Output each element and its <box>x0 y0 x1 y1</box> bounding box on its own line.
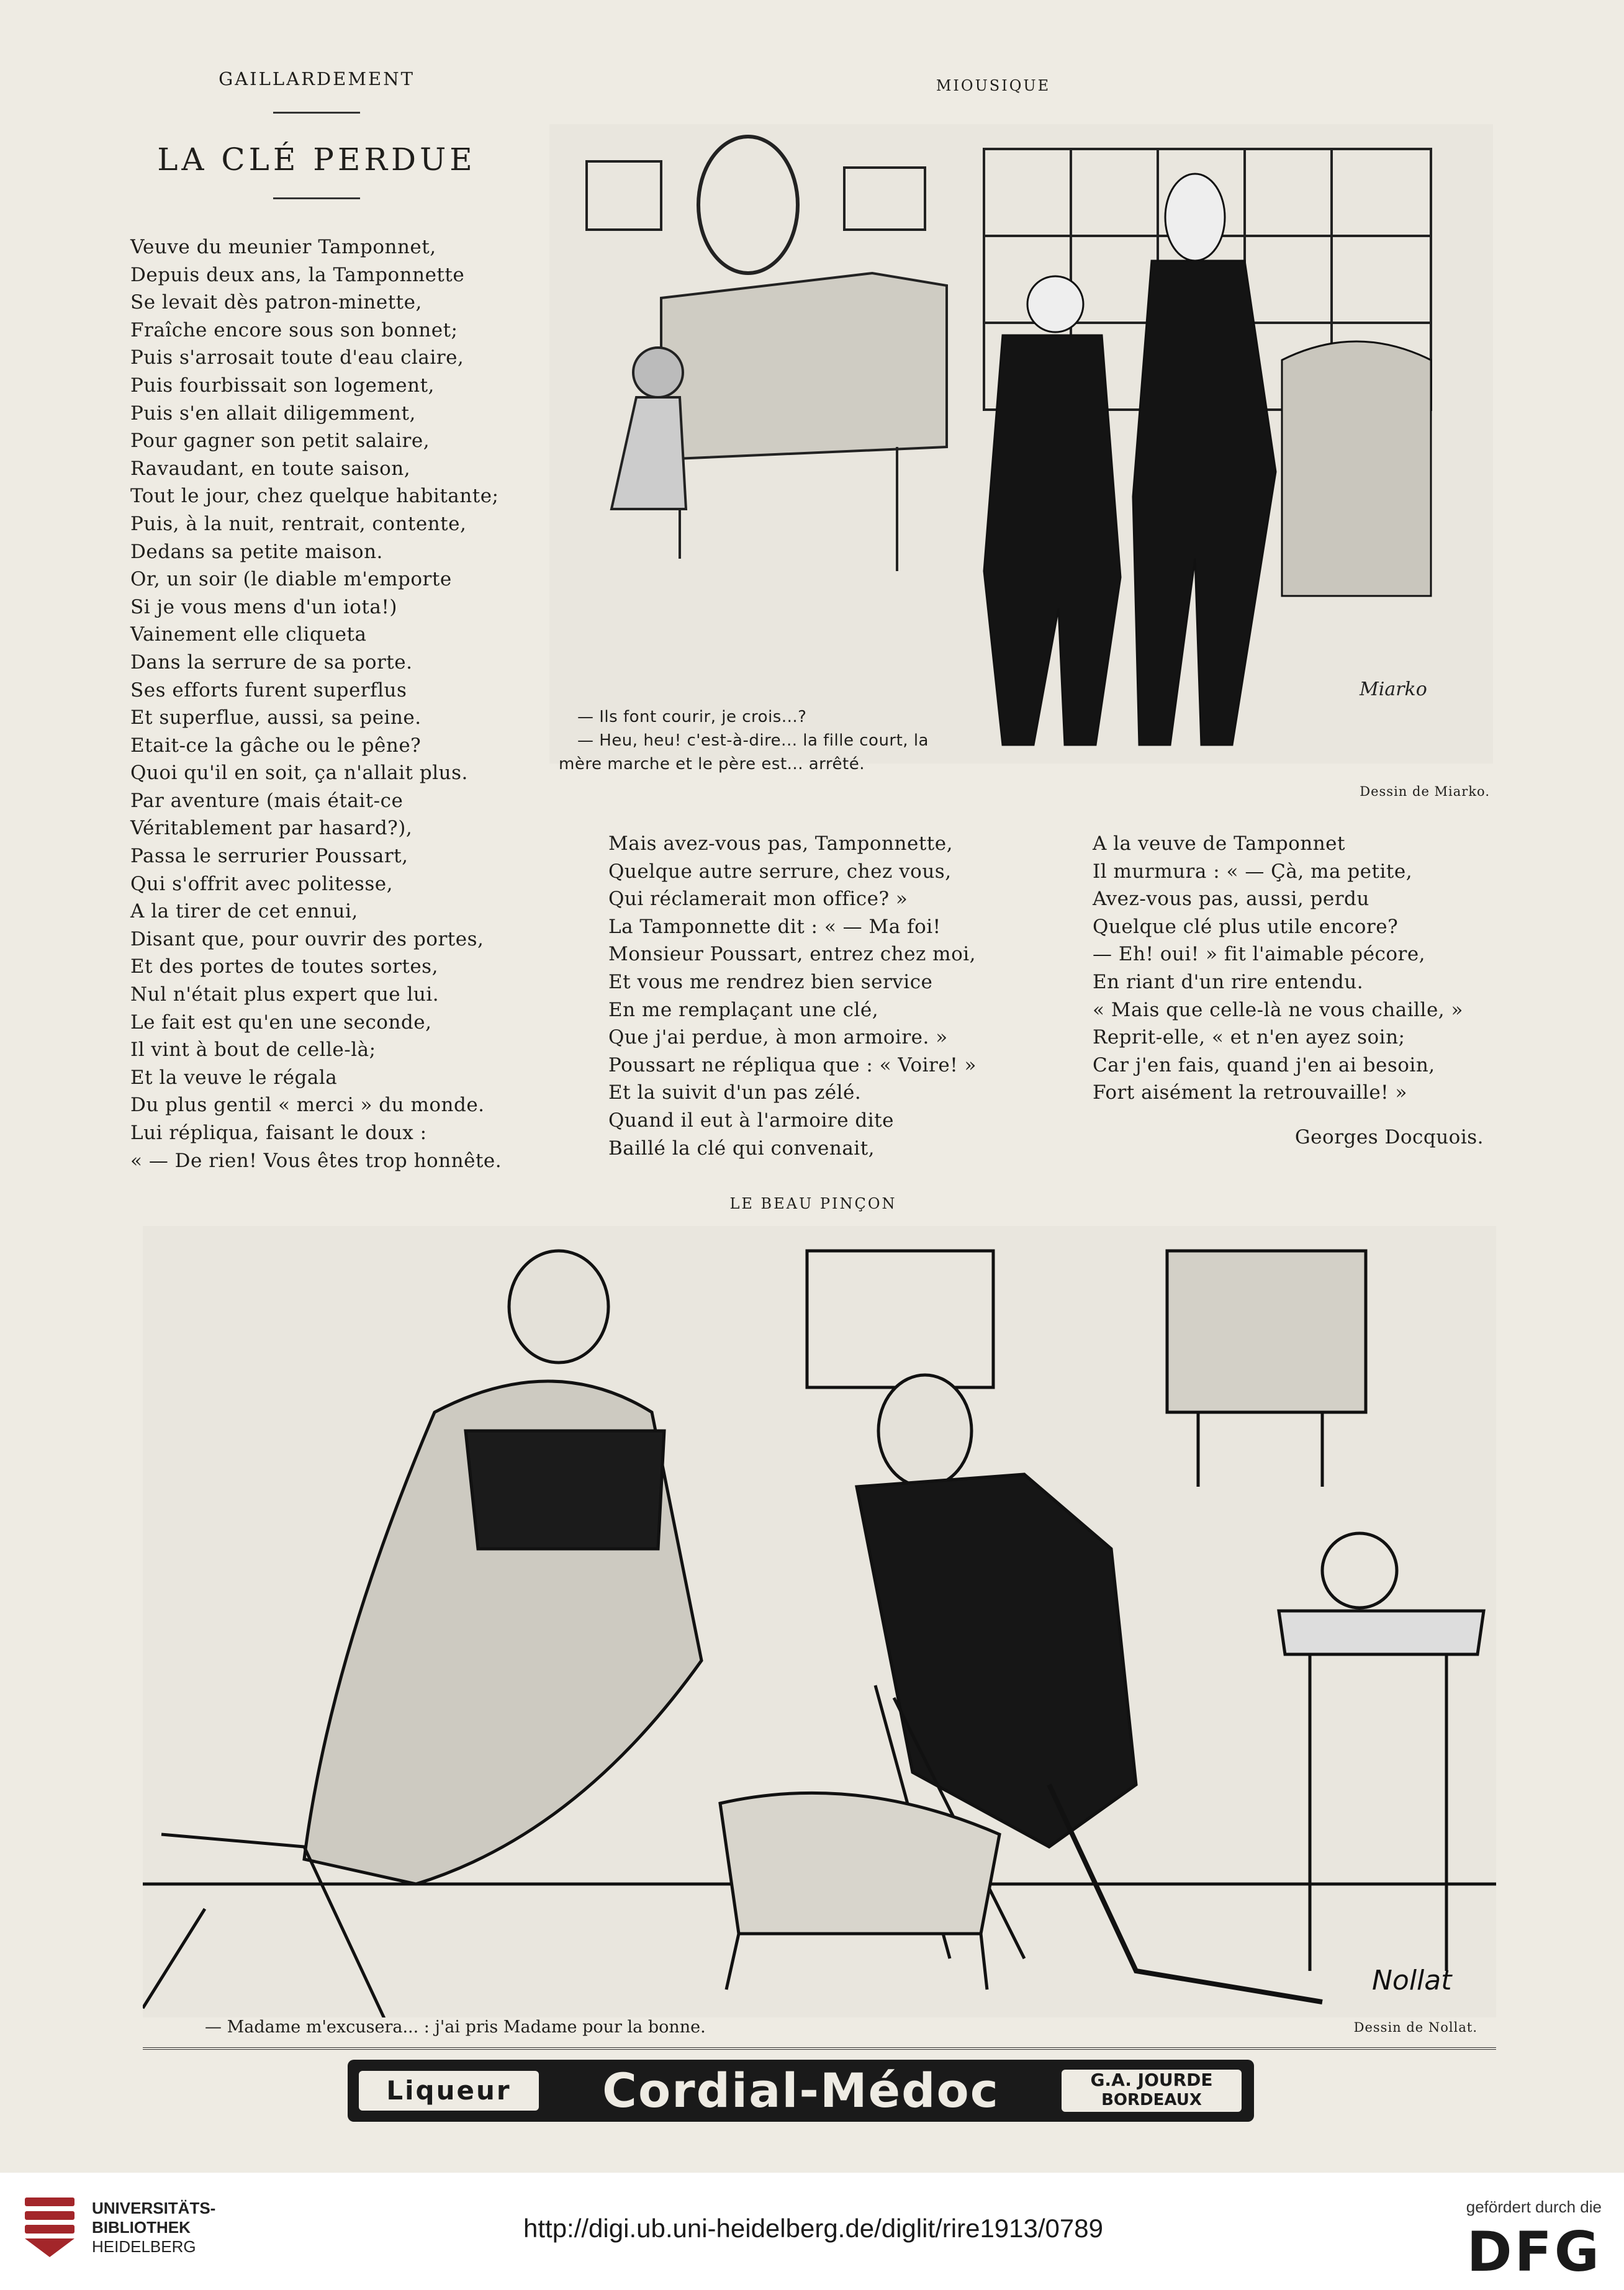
section-heading: GAILLARDEMENT <box>219 68 415 89</box>
poem-author: Georges Docquois. <box>1294 1126 1484 1148</box>
caption-line: — Heu, heu! c'est-à-dire... la fille court, la <box>577 731 929 750</box>
advert-maker <box>1062 2070 1242 2112</box>
poem-line: Poussart ne répliqua que : « Voire! » <box>608 1053 977 1076</box>
poem-line: — Eh! oui! » fit l'aimable pécore, <box>1093 943 1426 966</box>
dfg-logo: DFG <box>1466 2220 1602 2284</box>
advert-maker-city: BORDEAUX <box>1101 2091 1202 2109</box>
poem-line: Il vint à bout de celle-là; <box>130 1039 376 1062</box>
poem-line: Qui s'offrit avec politesse, <box>130 872 393 895</box>
poem-line: Veuve du meunier Tamponnet, <box>130 236 436 258</box>
poem-line: Fraîche encore sous son bonnet; <box>130 318 458 341</box>
poem-line: Que j'ai perdue, à mon armoire. » <box>608 1026 948 1049</box>
poem-column-1 <box>130 233 565 1174</box>
library-line: UNIVERSITÄTS- <box>92 2199 216 2217</box>
poem-line: Puis, à la nuit, rentrait, contente, <box>130 512 467 535</box>
library-line: HEIDELBERG <box>92 2237 196 2256</box>
poem-line: Qui réclamerait mon office? » <box>608 888 908 911</box>
poem-line: Et vous me rendrez bien service <box>608 970 933 993</box>
poem-line: En riant d'un rire entendu. <box>1093 970 1364 993</box>
poem-line: Lui répliqua, faisant le doux : <box>130 1122 427 1144</box>
poem-line: Monsieur Poussart, entrez chez moi, <box>608 943 976 966</box>
liqueur-advert <box>348 2060 1254 2122</box>
poem-line: Baillé la clé qui convenait, <box>608 1137 875 1160</box>
cartoon2-signature: Nollat <box>1372 1965 1452 1996</box>
advert-top-rule <box>143 2047 1496 2050</box>
cartoon1-signature: Miarko <box>1360 678 1427 700</box>
poem-line: Puis s'en allait diligemment, <box>130 402 416 425</box>
poem-title: LA CLÉ PERDUE <box>157 142 476 178</box>
poem-line: Puis fourbissait son logement, <box>130 374 435 397</box>
poem-line: Se levait dès patron-minette, <box>130 291 422 314</box>
poem-line: Avez-vous pas, aussi, perdu <box>1093 888 1369 911</box>
poem-line: Puis s'arrosait toute d'eau claire, <box>130 346 464 369</box>
poem-line: Or, un soir (le diable m'emporte <box>130 568 452 591</box>
poem-line: Car j'en fais, quand j'en ai besoin, <box>1093 1053 1435 1076</box>
cartoon1-heading: MIOUSIQUE <box>936 77 1051 94</box>
poem-line: Et superflue, aussi, sa peine. <box>130 706 422 729</box>
poem-line: Ravaudant, en toute saison, <box>130 457 411 480</box>
poem-line: Pour gagner son petit salaire, <box>130 430 430 453</box>
poem-line: Dans la serrure de sa porte. <box>130 651 413 674</box>
poem-line: Et la veuve le régala <box>130 1066 338 1089</box>
poem-line: Du plus gentil « merci » du monde. <box>130 1094 485 1117</box>
poem-line: A la tirer de cet ennui, <box>130 900 358 923</box>
poem-line: Tout le jour, chez quelque habitante; <box>130 485 499 508</box>
poem-line: « Mais que celle-là ne vous chaille, » <box>1093 998 1463 1021</box>
caption-line: mère marche et le père est... arrêté. <box>559 755 865 773</box>
poem-line: Quoi qu'il en soit, ça n'allait plus. <box>130 762 468 785</box>
poem-line: Nul n'était plus expert que lui. <box>130 983 440 1006</box>
poem-line: Quelque clé plus utile encore? <box>1093 915 1399 938</box>
poem-line: Véritablement par hasard?), <box>130 817 413 840</box>
poem-line: En me remplaçant une clé, <box>608 998 879 1021</box>
cartoon2-caption: — Madame m'excusera... : j'ai pris Madame pour la bonne. <box>205 2017 706 2037</box>
poem-line: La Tamponnette dit : « — Ma foi! <box>608 915 941 938</box>
library-name <box>92 2199 278 2256</box>
poem-line: Ses efforts furent superflus <box>130 678 407 701</box>
poem-line: « — De rien! Vous êtes trop honnête. <box>130 1149 502 1172</box>
poem-line: Dedans sa petite maison. <box>130 540 383 563</box>
poem-line: Disant que, pour ouvrir des portes, <box>130 927 484 950</box>
cartoon1-credit: Dessin de Miarko. <box>1360 784 1490 799</box>
poem-line: Depuis deux ans, la Tamponnette <box>130 263 465 286</box>
poem-line: Quelque autre serrure, chez vous, <box>608 860 952 883</box>
cartoon2-credit: Dessin de Nollat. <box>1353 2020 1477 2035</box>
poem-line: Et des portes de toutes sortes, <box>130 955 438 978</box>
caption-line: — Ils font courir, je crois...? <box>577 708 807 726</box>
advert-maker-name: G.A. JOURDE <box>1090 2070 1213 2090</box>
library-line: BIBLIOTHEK <box>92 2218 191 2237</box>
digitization-footer <box>0 2173 1624 2290</box>
poem-line: Et la suivit d'un pas zélé. <box>608 1081 862 1104</box>
poem-column-2 <box>608 830 1055 1162</box>
cartoon2-illustration <box>143 1226 1496 2017</box>
decorative-rule <box>273 112 360 114</box>
advert-liqueur-label: Liqueur <box>359 2071 539 2111</box>
ub-heidelberg-logo-icon <box>19 2191 81 2260</box>
poem-line: Si je vous mens d'un iota!) <box>130 595 397 618</box>
poem-line: Etait-ce la gâche ou le pêne? <box>130 734 422 757</box>
cartoon1-illustration <box>549 124 1493 764</box>
poem-line: Fort aisément la retrouvaille! » <box>1093 1081 1407 1104</box>
poem-line: Mais avez-vous pas, Tamponnette, <box>608 832 953 855</box>
advert-brand: Cordial-Médoc <box>602 2063 999 2118</box>
poem-line: Le fait est qu'en une seconde, <box>130 1011 432 1034</box>
poem-line: Quand il eut à l'armoire dite <box>608 1109 894 1132</box>
cartoon2-heading: LE BEAU PINÇON <box>729 1195 897 1212</box>
decorative-rule <box>273 197 360 199</box>
poem-line: A la veuve de Tamponnet <box>1093 832 1345 855</box>
poem-line: Il murmura : « — Çà, ma petite, <box>1093 860 1413 883</box>
poem-line: Vainement elle cliqueta <box>130 623 367 646</box>
permalink-url[interactable]: http://digi.ub.uni-heidelberg.de/diglit/rire1913/0789 <box>523 2214 1103 2243</box>
cartoon1-caption <box>559 705 1018 776</box>
funded-by-label: gefördert durch die <box>1466 2198 1602 2216</box>
poem-line: Reprit-elle, « et n'en ayez soin; <box>1093 1026 1405 1049</box>
poem-column-3 <box>1093 830 1515 1107</box>
poem-line: Par aventure (mais était-ce <box>130 789 404 812</box>
poem-line: Passa le serrurier Poussart, <box>130 845 408 868</box>
